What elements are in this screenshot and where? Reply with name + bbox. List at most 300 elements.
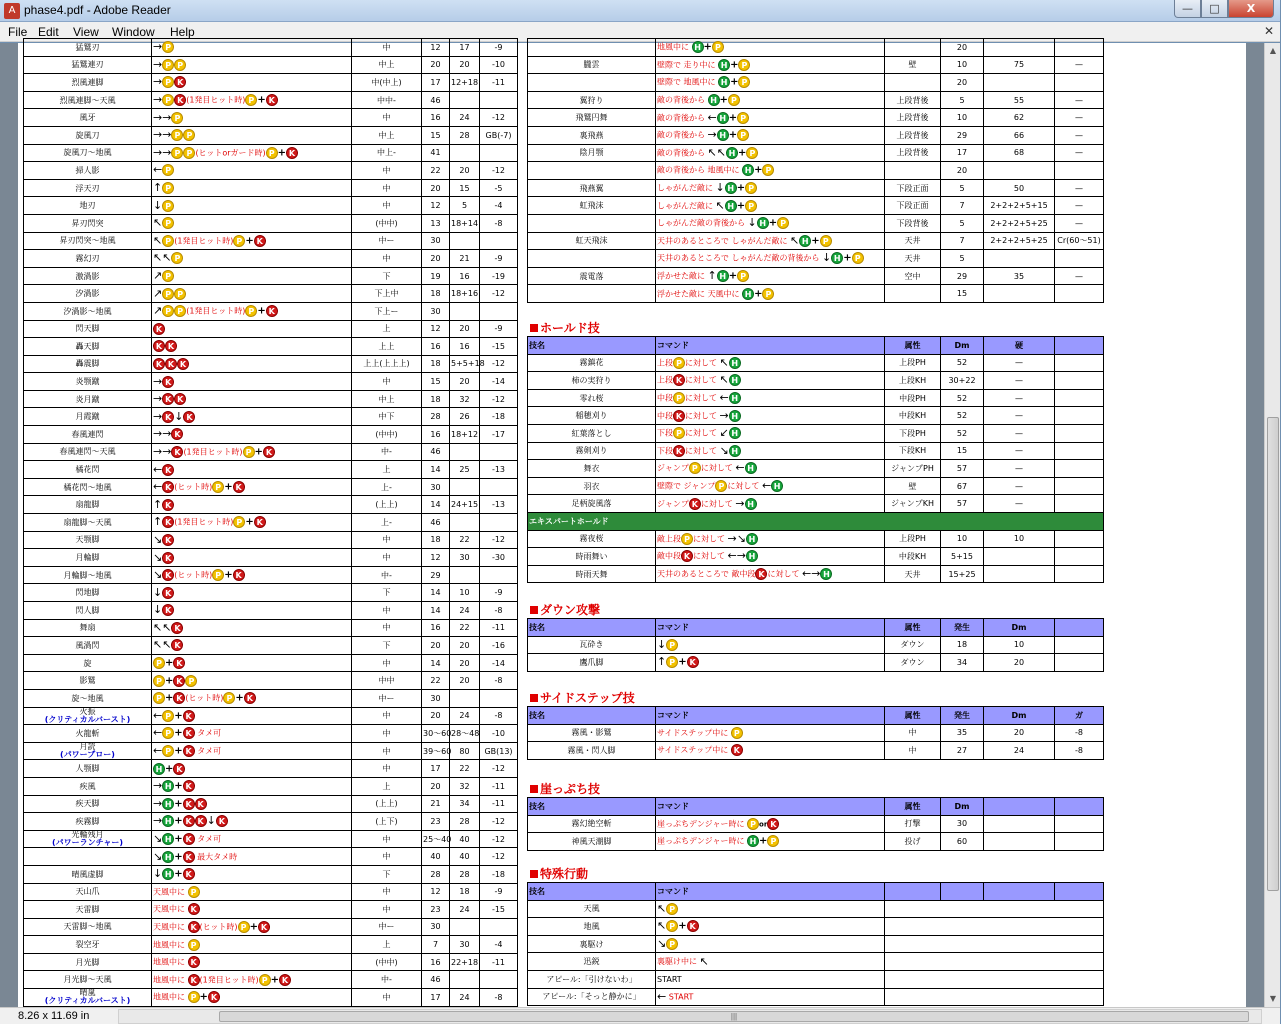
damage: 20 (450, 373, 480, 391)
move-command (656, 197, 885, 215)
direction-arrow-icon: ← (657, 989, 667, 1003)
damage (450, 918, 480, 936)
plus-sign: + (270, 974, 280, 986)
damage (450, 443, 480, 461)
table-row (528, 565, 1104, 583)
move-name: 轟震脚 (24, 355, 152, 373)
close-button[interactable]: X (1228, 0, 1274, 18)
move-attribute: (上上) (352, 496, 422, 514)
move-name: 閃天脚 (24, 320, 152, 338)
frame-advantage: GB(13) (480, 742, 518, 760)
frame-advantage: -8 (480, 672, 518, 690)
frame-advantage: -12 (480, 760, 518, 778)
punch-button-icon: P (174, 59, 186, 71)
move-command (656, 250, 885, 268)
hold-button-icon: H (162, 798, 174, 810)
punch-button-icon: P (162, 745, 174, 757)
kick-button-icon: K (681, 550, 693, 562)
command-note: 上段 (657, 358, 673, 368)
move-command (152, 320, 352, 338)
table-row (24, 566, 518, 584)
hold-button-icon: H (820, 568, 832, 580)
column-header: Dm (984, 619, 1055, 637)
column-header: 属性 (885, 707, 941, 725)
damage: 66 (984, 126, 1055, 144)
damage (450, 91, 480, 109)
kick-button-icon: K (174, 76, 186, 88)
kick-button-icon: K (233, 481, 245, 493)
direction-arrow-icon: ↖ (716, 145, 726, 159)
move-name: 疾天脚 (24, 795, 152, 813)
table-row (24, 989, 518, 1007)
frame-start: 16 (422, 426, 450, 444)
punch-button-icon: P (738, 76, 750, 88)
damage: 30+22 (941, 372, 984, 390)
menu-help[interactable]: Help (170, 25, 195, 39)
hold-button-icon: H (725, 182, 737, 194)
move-attribute: (中中) (352, 214, 422, 232)
frame-advantage: -8 (480, 707, 518, 725)
table-row (24, 355, 518, 373)
command-note: タメ可 (194, 746, 222, 756)
move-command (152, 989, 352, 1007)
direction-arrow-icon: → (162, 427, 172, 441)
kick-button-icon: K (171, 428, 183, 440)
hold-button-icon: H (742, 288, 754, 300)
move-command (656, 91, 885, 109)
frame-advantage: — (1055, 126, 1104, 144)
column-header: コマンド (656, 798, 885, 816)
direction-arrow-icon: → (811, 567, 821, 581)
direction-arrow-icon: → (153, 444, 163, 458)
frame-start: 12 (422, 549, 450, 567)
move-name: 虹天飛沫 (528, 232, 656, 250)
move-attribute: 上上(上上上) (352, 355, 422, 373)
command-note: (ヒット時) (174, 570, 213, 580)
direction-arrow-icon: → (153, 145, 163, 159)
direction-arrow-icon: → (735, 496, 745, 510)
hold-button-icon: H (742, 164, 754, 176)
document-view[interactable] (0, 40, 1264, 1007)
move-name (528, 74, 656, 92)
punch-button-icon: P (162, 288, 174, 300)
move-command (152, 971, 352, 989)
move-command (656, 724, 885, 742)
command-note: 上段 (657, 375, 673, 385)
frame-advantage: -15 (480, 338, 518, 356)
move-command (656, 548, 885, 566)
move-attribute: 打撃 (885, 815, 941, 833)
punch-button-icon: P (681, 533, 693, 545)
punch-button-icon: P (238, 921, 250, 933)
move-command (152, 725, 352, 743)
kick-button-icon: K (183, 833, 195, 845)
table-row (528, 179, 1104, 197)
kick-button-icon: K (208, 991, 220, 1003)
direction-arrow-icon: → (153, 392, 163, 406)
table-row (528, 162, 1104, 180)
command-note: 敵の背後から (657, 95, 708, 105)
horizontal-scroll-thumb[interactable]: ||| (219, 1011, 1249, 1022)
damage: 20 (450, 672, 480, 690)
punch-button-icon: P (171, 112, 183, 124)
column-header: 技名 (528, 707, 656, 725)
command-note: ジャンプ (657, 463, 689, 473)
kick-button-icon: K (254, 516, 266, 528)
damage (450, 302, 480, 320)
plus-sign: + (199, 991, 208, 1003)
frame-start: 20 (422, 179, 450, 197)
move-attribute: 上段PH (885, 530, 941, 548)
command-note: に対して (727, 481, 762, 491)
move-command (152, 478, 352, 496)
hold-button-icon: H (831, 252, 843, 264)
frame-advantage: GB(-7) (480, 126, 518, 144)
damage: 18+12 (450, 426, 480, 444)
maximize-button[interactable]: □ (1201, 0, 1228, 18)
command-note: 天井のあるところで 敵中段 (657, 569, 756, 579)
command-note: しゃがんだ敵の背後から (657, 218, 748, 228)
frame-start: 22 (422, 162, 450, 180)
frame-start: 7 (941, 197, 984, 215)
minimize-button[interactable]: — (1174, 0, 1201, 18)
damage: 22 (450, 760, 480, 778)
move-attribute: 上 (352, 461, 422, 479)
plus-sign: + (224, 569, 233, 581)
move-attribute: 中 (352, 109, 422, 127)
punch-button-icon: P (689, 462, 701, 474)
direction-arrow-icon: ↑ (153, 515, 163, 529)
plus-sign: + (254, 446, 263, 458)
move-command (656, 389, 885, 407)
move-command (152, 549, 352, 567)
punch-button-icon: P (712, 41, 724, 53)
plus-sign: + (728, 112, 738, 124)
expert-hold-header (528, 512, 1104, 530)
hold-button-icon: H (725, 200, 737, 212)
frame-start: 30～60 (422, 725, 450, 743)
table-row (528, 424, 1104, 442)
damage: 67 (941, 477, 984, 495)
move-name: 月霞蹴 (24, 408, 152, 426)
kick-button-icon: K (216, 815, 228, 827)
move-attribute (885, 39, 941, 57)
frame-advantage: -4 (480, 197, 518, 215)
column-header: 属性 (885, 619, 941, 637)
damage: 52 (941, 389, 984, 407)
hold-button-icon: H (162, 851, 174, 863)
kick-button-icon: K (687, 656, 699, 668)
frame-start: 34 (941, 654, 984, 672)
kick-button-icon: K (188, 921, 200, 933)
punch-button-icon: P (162, 200, 174, 212)
move-name: 風渦閃 (24, 637, 152, 655)
down-table (527, 618, 1104, 672)
frame-advantage: -12 (480, 813, 518, 831)
horizontal-scrollbar[interactable] (118, 1009, 1262, 1024)
direction-arrow-icon: ↖ (707, 145, 717, 159)
table-row (528, 354, 1104, 372)
punch-button-icon: P (153, 692, 165, 704)
damage: 18+14 (450, 214, 480, 232)
move-name: 月光脚～天風 (24, 971, 152, 989)
plus-sign: + (245, 235, 254, 247)
table-row (528, 91, 1104, 109)
damage: 52 (941, 424, 984, 442)
hold-button-icon: H (153, 763, 165, 775)
punch-button-icon: P (162, 710, 174, 722)
damage: 75 (984, 56, 1055, 74)
adobe-reader-icon: A (4, 3, 20, 19)
move-command (152, 302, 352, 320)
kick-button-icon: K (183, 868, 195, 880)
frame-advantage: -11 (480, 74, 518, 92)
damage: 15+25 (941, 565, 984, 583)
frame-advantage: -19 (480, 267, 518, 285)
direction-arrow-icon: ↘ (153, 849, 163, 863)
damage: 57 (941, 460, 984, 478)
move-name: 春風連閃 (24, 426, 152, 444)
move-command (656, 900, 885, 918)
direction-arrow-icon: ↓ (206, 814, 216, 828)
direction-arrow-icon: ↘ (719, 443, 729, 457)
direction-arrow-icon: ← (735, 461, 745, 475)
table-row (528, 935, 1104, 953)
move-command (152, 865, 352, 883)
plus-sign: + (165, 675, 174, 687)
damage: 24+15 (450, 496, 480, 514)
move-name: アピール:「引けないわ」 (528, 970, 656, 988)
frame-start: 20 (422, 56, 450, 74)
move-attribute: 上段PH (885, 354, 941, 372)
table-row (528, 232, 1104, 250)
move-command (152, 566, 352, 584)
move-command (152, 848, 352, 866)
direction-arrow-icon: ↓ (657, 637, 667, 651)
hold-button-icon: H (746, 533, 758, 545)
punch-button-icon: P (162, 94, 174, 106)
frame-start: 29 (941, 126, 984, 144)
frame-start: 40 (422, 848, 450, 866)
direction-arrow-icon: ↖ (153, 620, 163, 634)
kick-button-icon: K (162, 516, 174, 528)
move-command (656, 285, 885, 303)
punch-button-icon: P (162, 270, 174, 282)
table-row (24, 320, 518, 338)
plus-sign: + (174, 727, 183, 739)
direction-arrow-icon: ↑ (153, 497, 163, 511)
move-command (152, 760, 352, 778)
move-command (152, 390, 352, 408)
direction-arrow-icon: ← (153, 462, 163, 476)
command-note: 壁際で ジャンプ (657, 481, 716, 491)
command-note: に対して (685, 375, 720, 385)
move-command (656, 833, 885, 851)
kick-button-icon: K (183, 815, 195, 827)
command-note: (ヒット時) (174, 482, 213, 492)
move-name: 月光脚 (24, 953, 152, 971)
table-row (528, 285, 1104, 303)
move-name: 稲穂刈り (528, 407, 656, 425)
menu-edit[interactable]: Edit (38, 25, 59, 39)
menu-window[interactable]: Window (112, 25, 155, 39)
frame-start: 20 (422, 707, 450, 725)
move-name: 轟天脚 (24, 338, 152, 356)
direction-arrow-icon: → (727, 531, 737, 545)
frame-advantage: Cr(60～51) (1055, 232, 1104, 250)
table-row (24, 126, 518, 144)
frame-advantage: -12 (480, 109, 518, 127)
vertical-scroll-thumb[interactable] (1267, 417, 1279, 891)
move-attribute: ジャンプKH (885, 495, 941, 513)
command-note: 敵の背後から (657, 113, 708, 123)
move-name: 人颚脚 (24, 760, 152, 778)
hold-button-icon: H (162, 815, 174, 827)
move-command (656, 109, 885, 127)
direction-arrow-icon: ← (719, 391, 729, 405)
move-attribute: ダウン (885, 636, 941, 654)
frame-advantage: -12 (480, 355, 518, 373)
move-attribute: 中段KH (885, 548, 941, 566)
close-document-icon[interactable]: ✕ (1263, 24, 1274, 38)
move-name: 裏駆け (528, 935, 656, 953)
kick-button-icon: K (254, 235, 266, 247)
move-attribute: 下段正面 (885, 179, 941, 197)
frame-start: 39～60 (422, 742, 450, 760)
plus-sign: + (174, 798, 183, 810)
move-attribute: 中 (352, 602, 422, 620)
frame-advantage (480, 566, 518, 584)
punch-button-icon: P (731, 727, 743, 739)
damage: 12+18 (450, 74, 480, 92)
vertical-scrollbar[interactable] (1264, 43, 1280, 1007)
move-command (152, 531, 352, 549)
table-row (24, 777, 518, 795)
damage: 28 (450, 813, 480, 831)
frame-advantage: — (1055, 267, 1104, 285)
move-name: 昇刃閃突～地風 (24, 232, 152, 250)
move-name: 旋風刀～地風 (24, 144, 152, 162)
frame-start: 20 (941, 74, 984, 92)
frame-start: 46 (422, 91, 450, 109)
move-command (152, 162, 352, 180)
move-attribute: (中中) (352, 426, 422, 444)
command-note: 地風中に (153, 957, 188, 967)
damage: 80 (450, 742, 480, 760)
damage: 40 (450, 830, 480, 848)
command-note: (1発目ヒット時) (186, 95, 246, 105)
move-attribute: 天井 (885, 250, 941, 268)
menu-view[interactable]: View (73, 25, 99, 39)
damage (450, 144, 480, 162)
move-attribute: 中下 (352, 408, 422, 426)
damage (984, 74, 1055, 92)
move-command (152, 813, 352, 831)
kick-button-icon: K (183, 851, 195, 863)
frame-advantage: -12 (480, 162, 518, 180)
frame-start: 17 (422, 989, 450, 1007)
move-command (152, 214, 352, 232)
frame-advantage: — (1055, 214, 1104, 232)
move-name: 瓦砕き (528, 636, 656, 654)
move-attribute: 上- (352, 514, 422, 532)
table-row (528, 530, 1104, 548)
punch-button-icon: P (777, 217, 789, 229)
move-attribute: 中段KH (885, 407, 941, 425)
frame-start: 18 (422, 390, 450, 408)
frame-advantage (480, 971, 518, 989)
kick-button-icon: K (162, 411, 174, 423)
move-attribute: 中 (352, 707, 422, 725)
move-name (528, 285, 656, 303)
table-row (24, 302, 518, 320)
move-name: 舞扇 (24, 619, 152, 637)
command-note: (1発目ヒット時) (174, 517, 234, 527)
move-name: 月輪脚～地風 (24, 566, 152, 584)
plus-sign: + (174, 710, 183, 722)
column-header: コマンド (656, 707, 885, 725)
kick-button-icon: K (162, 376, 174, 388)
kick-button-icon: K (687, 920, 699, 932)
frame-advantage: -11 (480, 795, 518, 813)
damage: 26 (450, 408, 480, 426)
move-attribute: 上段背後 (885, 126, 941, 144)
table-row (24, 162, 518, 180)
move-command (656, 636, 885, 654)
command-note: ジャンプ (657, 499, 689, 509)
move-attribute: 中上 (352, 390, 422, 408)
move-command (656, 953, 885, 971)
frame-advantage: -12 (480, 531, 518, 549)
move-name: 旋 (24, 654, 152, 672)
table-row (528, 56, 1104, 74)
column-header (984, 883, 1055, 901)
damage: 57 (941, 495, 984, 513)
menu-file[interactable]: File (8, 25, 28, 39)
punch-button-icon: P (762, 288, 774, 300)
move-attribute: 下段KH (885, 442, 941, 460)
kick-button-icon: K (767, 818, 779, 830)
damage: 24 (450, 109, 480, 127)
move-attribute: 中 (352, 725, 422, 743)
command-note: 最大タメ時 (194, 852, 238, 862)
frame-advantage: -16 (480, 637, 518, 655)
scroll-down-icon[interactable]: ▼ (1269, 994, 1277, 1003)
frame-advantage: -8 (480, 989, 518, 1007)
scroll-up-icon[interactable]: ▲ (1269, 46, 1277, 55)
frame-advantage: — (984, 389, 1055, 407)
direction-arrow-icon: → (153, 110, 163, 124)
table-row (24, 707, 518, 725)
kick-button-icon: K (171, 622, 183, 634)
punch-button-icon: P (245, 305, 257, 317)
move-attribute: 中- (352, 443, 422, 461)
move-command (152, 56, 352, 74)
direction-arrow-icon: ↖ (715, 198, 725, 212)
column-header: Dm (941, 798, 984, 816)
command-note: に対して (693, 534, 728, 544)
column-header: 属性 (885, 337, 941, 355)
punch-button-icon: P (666, 656, 678, 668)
direction-arrow-icon: → (153, 57, 163, 71)
frame-start: 22 (422, 672, 450, 690)
table-row (24, 109, 518, 127)
damage: 24 (450, 602, 480, 620)
punch-button-icon: P (745, 182, 757, 194)
move-name: 飛鷲円舞 (528, 109, 656, 127)
frame-start: 21 (422, 795, 450, 813)
damage: 55 (984, 91, 1055, 109)
